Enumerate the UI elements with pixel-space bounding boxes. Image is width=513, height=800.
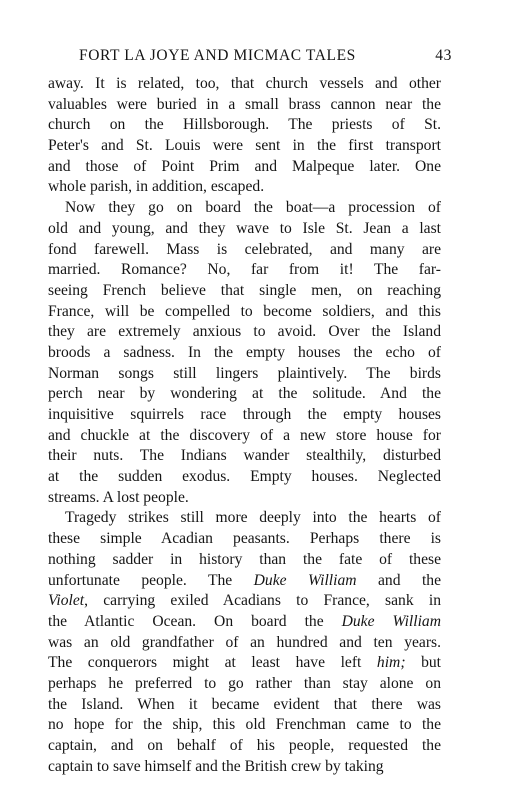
text-line [48, 591, 441, 612]
text-line [48, 426, 441, 447]
text-run: whole parish, in addition, escaped. [48, 178, 265, 196]
text-run: captain to save himself and the British crew by taking [48, 757, 384, 775]
text-run: Norman songs still lingers plaintively. The birds [48, 364, 441, 382]
text-line [48, 715, 441, 736]
text-line [48, 343, 441, 364]
text-line [48, 633, 441, 654]
text-line [48, 757, 441, 778]
text-run: perhaps he preferred to go rather than stay alone on [48, 674, 441, 692]
text-run: Peter's and St. Louis were sent in the first transport [48, 137, 441, 155]
text-line [48, 95, 441, 116]
text-line [48, 488, 441, 509]
text-line [48, 281, 441, 302]
text-run: broods a sadness. In the empty houses the echo of [48, 343, 441, 361]
text-run: the Atlantic Ocean. On board the [48, 612, 342, 630]
text-line [48, 115, 441, 136]
paragraph [48, 508, 441, 777]
text-run: old and young, and they wave to Isle St. Jean a last [48, 219, 441, 237]
text-line [48, 198, 441, 219]
text-line [48, 260, 441, 281]
text-line [48, 219, 441, 240]
text-run: the Island. When it became evident that there was [48, 695, 441, 713]
text-run: fond farewell. Mass is celebrated, and many are [48, 240, 441, 258]
text-run: their nuts. The Indians wander stealthily, disturbed [48, 447, 441, 465]
italic-text: Duke William [253, 571, 357, 589]
paragraph [48, 198, 441, 508]
running-head [79, 45, 452, 67]
text-line [48, 74, 441, 95]
text-line [48, 446, 441, 467]
text-line [48, 550, 441, 571]
text-line [48, 302, 441, 323]
text-run: Now they go on board the boat—a procession of [65, 199, 441, 217]
text-run: but [405, 654, 441, 672]
page-number: 43 [435, 47, 452, 64]
text-line [48, 508, 441, 529]
text-run: The conquerors might at least have left [48, 654, 377, 672]
text-run: no hope for the ship, this old Frenchman came to the [48, 716, 441, 734]
text-run: was an old grandfather of an hundred and ten years. [48, 633, 441, 651]
text-run: valuables were buried in a small brass cannon near the [48, 95, 441, 113]
text-line [48, 177, 441, 198]
italic-text: Duke William [341, 612, 441, 630]
text-run: unfortunate people. The [48, 571, 254, 589]
text-line [48, 467, 441, 488]
text-run: these simple Acadian peasants. Perhaps there is [48, 530, 441, 548]
running-title: FORT LA JOYE AND MICMAC TALES [79, 47, 356, 64]
italic-text: Violet [48, 592, 85, 610]
text-line [48, 384, 441, 405]
text-run: and those of Point Prim and Malpeque later. One [48, 157, 441, 175]
text-run: inquisitive squirrels race through the empty houses [48, 406, 441, 423]
text-run: married. Romance? No, far from it! The far- [48, 261, 441, 279]
text-run: and the [356, 571, 441, 589]
text-line [48, 136, 441, 157]
text-run: captain, and on behalf of his people, requested the [48, 737, 441, 754]
text-run: church on the Hillsborough. The priests of St. [48, 116, 441, 134]
text-line [48, 240, 441, 261]
text-line [48, 653, 441, 674]
text-line [48, 322, 441, 343]
text-line [48, 529, 441, 550]
text-line [48, 695, 441, 716]
text-run: France, will be compelled to become soldiers, and this [48, 302, 441, 320]
italic-text: him; [376, 654, 406, 672]
text-run: seeing French believe that single men, on reaching [48, 281, 441, 299]
text-line [48, 157, 441, 178]
text-run: away. It is related, too, that church vessels and other [48, 75, 441, 92]
text-line [48, 674, 441, 695]
text-run: they are extremely anxious to avoid. Over the Island [48, 323, 441, 341]
text-line [48, 736, 441, 757]
body-text [48, 74, 441, 777]
text-run: , carrying exiled Acadians to France, sank in [84, 592, 441, 610]
text-line [48, 364, 441, 385]
text-run: Tragedy strikes still more deeply into the hearts of [65, 509, 441, 527]
text-run: nothing sadder in history than the fate of these [48, 550, 441, 568]
text-run: and chuckle at the discovery of a new store house for [48, 426, 441, 444]
text-line [48, 571, 441, 592]
text-run: perch near by wondering at the solitude. And the [48, 385, 441, 403]
paragraph [48, 74, 441, 198]
text-line [48, 612, 441, 633]
text-run: at the sudden exodus. Empty houses. Neglected [48, 468, 441, 486]
text-run: streams. A lost people. [48, 488, 189, 506]
text-line [48, 405, 441, 426]
